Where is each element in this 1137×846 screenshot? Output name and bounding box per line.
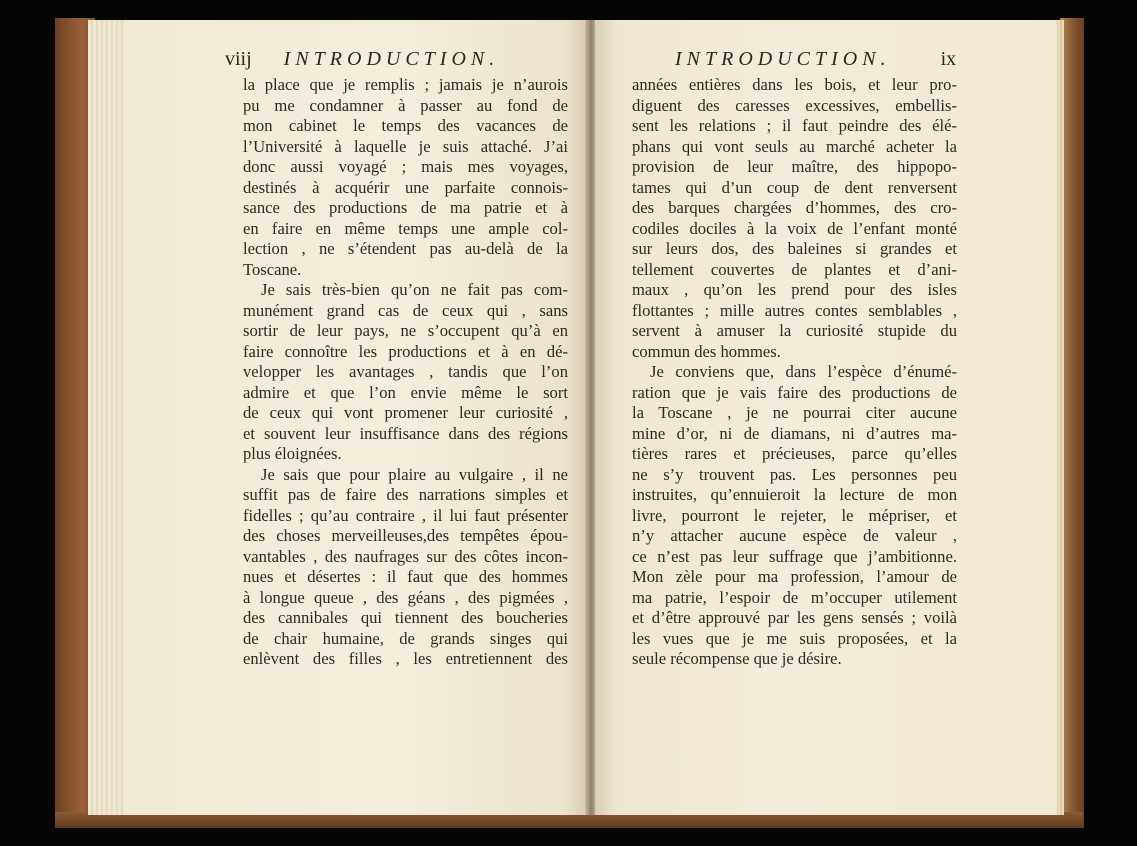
text-line: lection , ne s’étendent pas au-delà de la [243,239,568,258]
text-line: les vues que je me suis proposées, et la [632,628,957,648]
text-line: nues et désertes : il faut que des hommes [243,567,568,586]
text-line: codiles dociles à la voix de l’enfant monté [632,218,957,238]
page-edges-left [88,20,128,815]
text-line: à longue queue , des géans , des pigmées , [243,587,568,607]
text-line: la Toscane , je ne pourrai citer aucune [632,403,957,422]
text-line: ration que je vais faire des productions de [632,382,957,402]
text-line: plus éloignées. [243,444,342,463]
left-page [125,20,587,815]
text-line: sortir de leur pays, ne s’occupent qu’à en [243,321,568,340]
text-line: n’y attacher aucune espèce de valeur , [632,526,957,545]
text-line: la place que je remplis ; jamais je n’aurois [243,75,568,94]
text-line: tellement couvertes de plantes et d’ani- [632,259,957,279]
right-page-body [632,75,957,670]
text-line: pu me condamner à passer au fond de [243,95,568,115]
right-page-number: ix [940,48,957,70]
text-line: de ceux qui vont promener leur curiosité , [243,403,568,422]
text-line: années entières dans les bois, et leur pro- [632,75,957,94]
text-line: Je conviens que, dans l’espèce d’énumé- [650,362,957,381]
text-line: tières rares et précieuses, parce qu’elles [632,444,957,463]
text-line: sance des productions de ma patrie et à [243,198,568,217]
text-line: maux , qu’on les prend pour des isles [632,280,957,299]
text-line: des barques chargées d’hommes, des cro- [632,198,957,217]
text-line: et souvent leur insuffisance dans des régions [243,423,568,443]
text-line: seule récompense que je désire. [632,649,842,668]
text-line: mon cabinet le temps des vacances de [243,116,568,135]
text-line: Toscane. [243,259,302,279]
text-line: l’Université à laquelle je suis attaché. J’ai [243,136,568,156]
text-line: vantables , des naufrages sur des côtes incon- [243,546,568,566]
text-line: flottantes ; mille autres contes semblables , [632,300,957,320]
text-line: suffit pas de faire des narrations simples et [243,485,568,504]
text-line: Je sais très-bien qu’on ne fait pas com- [261,280,568,299]
text-line: admire et que l’on envie même le sort [243,382,568,402]
text-line: en faire en même temps une ample col- [243,218,568,238]
text-line: des choses merveilleuses,des tempêtes épou- [243,526,568,545]
text-line: sur leurs dos, des baleines si grandes et [632,239,957,258]
text-line: faire connoître les productions et à en dé- [243,341,568,361]
text-line: munément grand cas de ceux qui , sans [243,300,568,320]
text-line: mine d’or, ni de diamans, ni d’autres ma- [632,423,957,443]
text-line: des cannibales qui tiennent des boucheries [243,608,568,627]
text-line: enlèvent des filles , les entretiennent des [243,649,568,668]
text-line: destinés à acquérir une parfaite connois- [243,177,568,197]
text-line: fidelles ; qu’au contraire , il lui faut présenter [243,505,568,525]
text-line: commun des hommes. [632,341,781,361]
text-line: phans qui vont seuls au marché acheter la [632,136,957,156]
text-line: tames qui d’un coup de dent renversent [632,177,957,197]
text-line: ne s’y trouvent pas. Les personnes peu [632,464,957,484]
text-line: sent les relations ; il faut peindre des élé- [632,116,957,135]
text-line: Mon zèle pour ma profession, l’amour de [632,567,957,586]
left-page-number: viij [225,48,252,70]
right-page [595,20,1057,815]
left-page-body [243,75,568,670]
text-line: instruites, qu’ennuieroit la lecture de mon [632,485,957,504]
text-line: ce n’est pas leur suffrage que j’ambitionne. [632,546,957,566]
text-line: provision de leur maître, des hippopo- [632,157,957,176]
text-line: Je sais que pour plaire au vulgaire , il ne [261,464,568,484]
text-line: diguent des caresses excessives, embellis- [632,95,957,115]
text-line: et d’être approuvé par les gens sensés ; voilà [632,608,957,627]
text-line: ma patrie, l’espoir de m’occuper utilement [632,587,957,607]
text-line: servent à amuser la curiosité stupide du [632,321,957,340]
text-line: velopper les avantages , tandis que l’on [243,362,568,381]
text-line: livre, pourront le rejeter, le mépriser, et [632,505,957,525]
left-running-title: INTRODUCTION. [283,48,500,70]
right-page-header [675,48,956,71]
right-running-title: INTRODUCTION. [675,48,891,70]
text-line: donc aussi voyagé ; mais mes voyages, [243,157,568,176]
text-line: de chair humaine, de grands singes qui [243,628,568,648]
left-page-header [225,48,499,71]
